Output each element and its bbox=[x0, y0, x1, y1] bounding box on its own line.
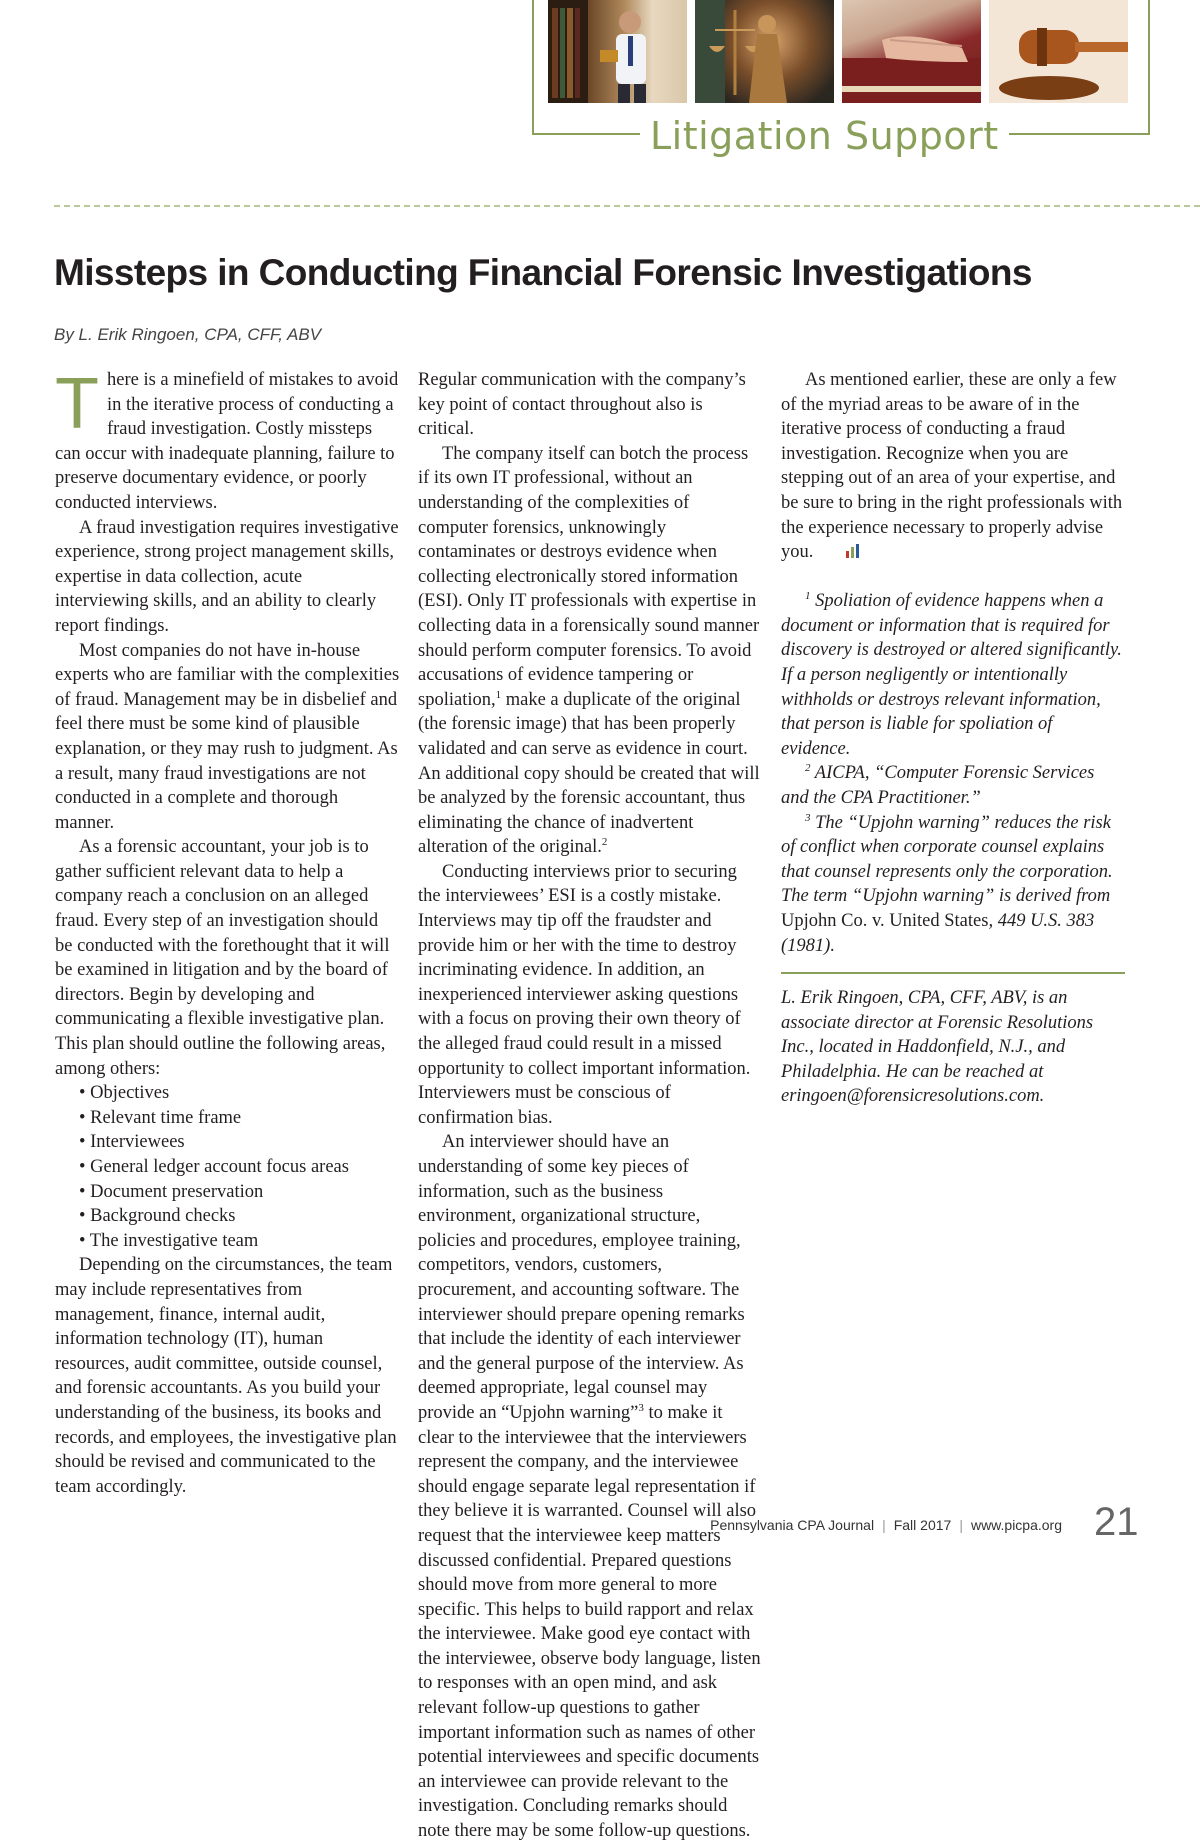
paragraph bbox=[781, 368, 1125, 565]
list-item: • The investigative team bbox=[79, 1229, 400, 1254]
paragraph: Regular communication with the company’s key point of contact throughout also is critical. bbox=[418, 370, 746, 440]
footnote-1 bbox=[781, 589, 1125, 761]
paragraph-text: As mentioned earlier, these are only a few of the myriad areas to be aware of in the iterative process of conducting a fraud investigation. Recognize when you are stepping out of an area of your expertise, and be sure to bring in the right professionals with the experience necessary to properly advise you. bbox=[781, 370, 1123, 563]
hand-on-bible-photo bbox=[842, 0, 981, 103]
footnote-number: 2 bbox=[805, 762, 811, 775]
footnote-ref: 2 bbox=[601, 836, 608, 849]
paragraph: Depending on the circumstances, the team may include representatives from management, finance, internal audit, information technology (IT), human resources, audit committee, outside counsel, and forensic accountants. As you build your understanding of the business, its books and records, and employees, the investigative plan should be revised and communicated to the team accordingly. bbox=[55, 1255, 397, 1497]
library-researcher-photo bbox=[548, 0, 687, 103]
byline: By L. Erik Ringoen, CPA, CFF, ABV bbox=[54, 325, 322, 344]
footnote-number: 1 bbox=[805, 590, 811, 603]
column-2 bbox=[418, 368, 762, 1844]
list-item: • Objectives bbox=[79, 1081, 400, 1106]
drop-cap: T bbox=[55, 364, 99, 444]
footnote-text: AICPA, “Computer Forensic Services and the CPA Practitioner.” bbox=[781, 763, 1095, 808]
intro-text: here is a minefield of mistakes to avoid in the iterative process of conducting a fraud investigation. Costly missteps can occur with inadequate planning, failure to preserve documentary evidence, or poorly conducted interviews. bbox=[55, 370, 399, 513]
footer: Pennsylvania CPA Journal | Fall 2017 | www.picpa.org bbox=[710, 1517, 1062, 1533]
paragraph bbox=[418, 1130, 762, 1843]
footnote-2 bbox=[781, 761, 1125, 810]
journal-name: Pennsylvania CPA Journal bbox=[710, 1517, 875, 1533]
column-3 bbox=[781, 368, 1125, 1109]
section-title: Litigation Support bbox=[640, 114, 1009, 158]
paragraph-text: The company itself can botch the process if its own IT professional, without an understanding of the complexities of computer forensics, unknowingly contaminates or destroys evidence when collecting electronically stored information (ESI). Only IT professionals with expertise in collecting data in a forensically sound manner should perform computer forensics. To avoid accusations of evidence tampering or spoliation, bbox=[418, 443, 760, 710]
bio-divider bbox=[781, 972, 1125, 974]
footnote-number: 3 bbox=[805, 811, 811, 824]
issue-label: Fall 2017 bbox=[893, 1517, 952, 1533]
list-item: • Document preservation bbox=[79, 1180, 400, 1205]
footnote-ref: 3 bbox=[638, 1401, 644, 1414]
paragraph-text: to make it clear to the interviewee that the interviewers represent the company, and the interviewee should engage separate legal representation if they believe it is warranted. Counsel will also request that the interviewee keep matters discussed confidential. Prepared questions should move from more general to more specific. This helps to build rapport and relax the interviewee. Make good eye contact with the interviewee, observe body language, listen to responses with an open mind, and ask relevant follow-up questions to gather important information such as names of other potential interviewees and specific documents an interviewee can provide relevant to the investigation. Concluding remarks should note there may be some follow-up questions. bbox=[418, 1402, 761, 1842]
paragraph-intro bbox=[55, 364, 400, 516]
plan-areas-list bbox=[55, 1081, 400, 1253]
paragraph: Conducting interviews prior to securing the interviewees’ ESI is a costly mistake. Interviews may tip off the fraudster and provide him or her with the time to destroy incriminating evidence. In addition, an inexperienced interviewer asking questions with a focus on proving their own theory of the alleged fraud could result in a missed opportunity to collect important information. Interviewers must be conscious of confirmation bias. bbox=[418, 861, 751, 1128]
paragraph-text: make a duplicate of the original (the forensic image) that has been properly validated and can serve as evidence in court. An additional copy should be created that will be analyzed by the forensic accountant, thus eliminating the chance of inadvertent alteration of the original. bbox=[418, 689, 760, 858]
case-name: Upjohn Co. v. United States bbox=[781, 910, 989, 931]
list-item: • Background checks bbox=[79, 1204, 400, 1229]
paragraph: Most companies do not have in-house experts who are familiar with the complexities of fraud. Management may be in disbelief and feel there must be some kind of plausible explanation, or they may rush to judgment. As a result, many fraud investigations are not conducted in a complete and thorough manner. bbox=[55, 640, 400, 833]
footnote-3 bbox=[781, 811, 1125, 959]
list-item: • Relevant time frame bbox=[79, 1106, 400, 1131]
gavel-photo bbox=[989, 0, 1128, 103]
footnote-text: Spoliation of evidence happens when a document or information that is required for discovery is destroyed or altered significantly. If a person negligently or intentionally withholds or destroys relevant information, that person is liable for spoliation of evidence. bbox=[781, 591, 1122, 759]
author-bio: L. Erik Ringoen, CPA, CFF, ABV, is an associate director at Forensic Resolutions Inc., located in Haddonfield, N.J., and Philadelphia. He can be reached at eringoen@forensicresolutions.com. bbox=[781, 988, 1094, 1107]
dashed-divider bbox=[54, 205, 1200, 207]
website-link[interactable]: www.picpa.org bbox=[970, 1517, 1062, 1533]
footnote-text: The “Upjohn warning” reduces the risk of conflict when corporate counsel explains that counsel represents only the corporation. The term “Upjohn warning” is derived from bbox=[781, 812, 1113, 907]
footnote-text: , 449 U.S. 383 (1981). bbox=[781, 910, 1095, 956]
column-1 bbox=[55, 364, 400, 1499]
list-item: • Interviewees bbox=[79, 1130, 400, 1155]
article-title: Missteps in Conducting Financial Forensic Investigations bbox=[54, 252, 1032, 293]
paragraph-text: An interviewer should have an understanding of some key pieces of information, such as the business environment, organizational structure, policies and procedures, employee training, competitors, vendors, customers, procurement, and accounting software. The interviewer should prepare opening remarks that include the identity of each interviewer and the general purpose of the interview. As deemed appropriate, legal counsel may provide an “Upjohn warning” bbox=[418, 1132, 745, 1423]
page-number: 21 bbox=[1094, 1500, 1139, 1544]
list-item: • General ledger account focus areas bbox=[79, 1155, 400, 1180]
paragraph bbox=[418, 442, 762, 860]
lady-justice-statue-photo bbox=[695, 0, 834, 103]
paragraph: A fraud investigation requires investigative experience, strong project management skills, expertise in data collection, acute interviewing skills, and an ability to clearly report findings. bbox=[55, 517, 399, 636]
paragraph: As a forensic accountant, your job is to gather sufficient relevant data to help a company reach a conclusion on an alleged fraud. Every step of an investigation should be conducted with the forethought that it will be examined in litigation and by the board of directors. Begin by developing and communicating a flexible investigative plan. This plan should outline the following areas, among others: bbox=[55, 837, 390, 1079]
footnote-ref: 1 bbox=[495, 688, 502, 701]
end-mark-icon bbox=[821, 541, 863, 566]
